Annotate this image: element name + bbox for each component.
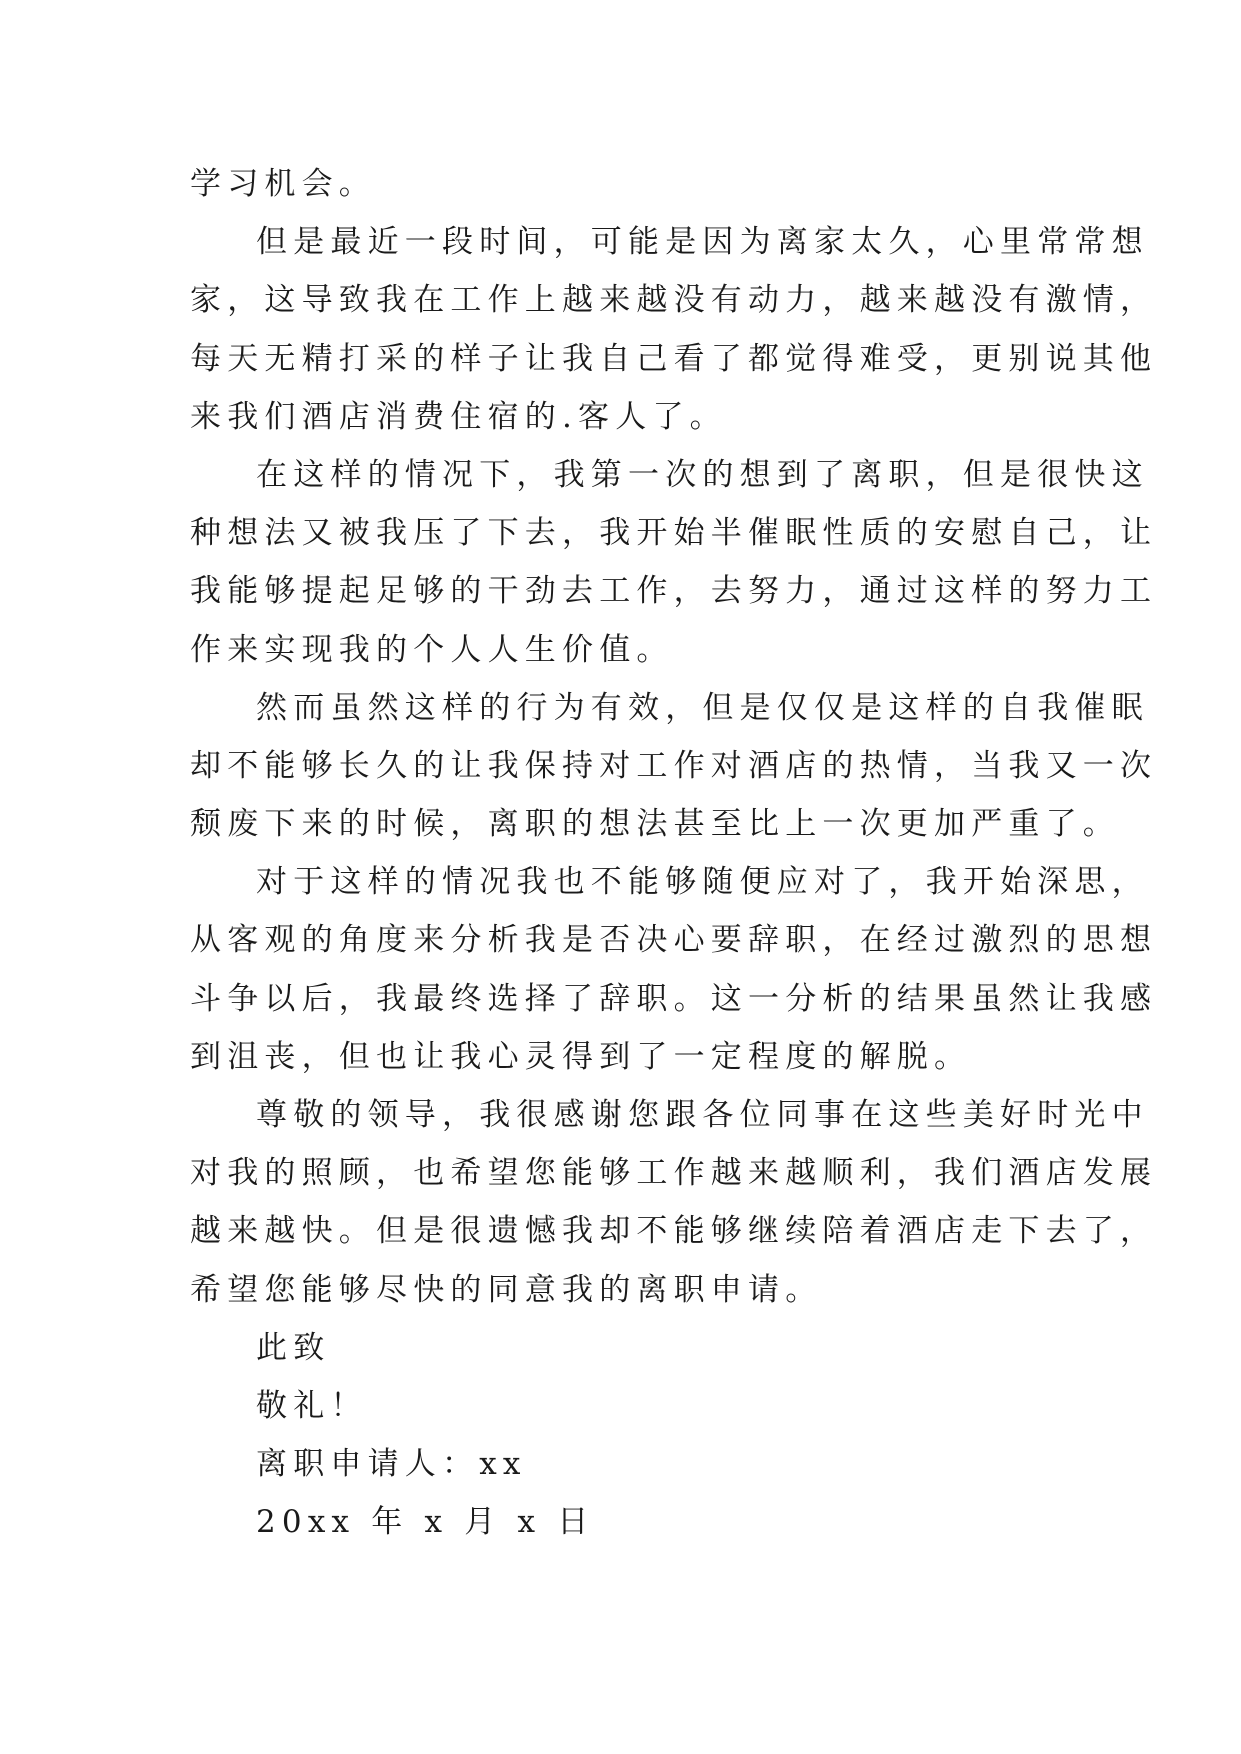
document-body <box>190 155 1158 1552</box>
text-line: 到沮丧，但也让我心灵得到了一定程度的解脱。 <box>190 1038 972 1075</box>
text-line: 对我的照顾，也希望您能够工作越来越顺利，我们酒店发展 <box>190 1155 1158 1192</box>
text-line: 离职申请人：xx <box>256 1446 527 1483</box>
text-line: 对于这样的情况我也不能够随便应对了，我开始深思， <box>256 864 1149 901</box>
text-line: 越来越快。但是很遗憾我却不能够继续陪着酒店走下去了， <box>190 1213 1158 1250</box>
text-line: 每天无精打采的样子让我自己看了都觉得难受，更别说其他 <box>190 340 1158 377</box>
text-line: 20xx 年 x 月 x 日 <box>256 1504 595 1541</box>
text-line: 来我们酒店消费住宿的.客人了。 <box>190 398 727 435</box>
text-line: 学习机会。 <box>190 166 376 202</box>
text-line: 但是最近一段时间，可能是因为离家太久，心里常常想 <box>256 224 1149 261</box>
text-line: 希望您能够尽快的同意我的离职申请。 <box>190 1271 823 1308</box>
text-line: 尊敬的领导，我很感谢您跟各位同事在这些美好时光中 <box>256 1097 1149 1133</box>
text-line: 家，这导致我在工作上越来越没有动力，越来越没有激情， <box>190 282 1158 319</box>
text-line: 此致 <box>256 1329 331 1366</box>
text-line: 我能够提起足够的干劲去工作，去努力，通过这样的努力工 <box>190 573 1158 610</box>
text-line: 然而虽然这样的行为有效，但是仅仅是这样的自我催眠 <box>256 689 1149 726</box>
text-line: 从客观的角度来分析我是否决心要辞职，在经过激烈的思想 <box>190 922 1158 959</box>
text-line: 作来实现我的个人人生价值。 <box>190 631 674 668</box>
text-line: 却不能够长久的让我保持对工作对酒店的热情，当我又一次 <box>190 747 1158 784</box>
text-line: 颓废下来的时候，离职的想法甚至比上一次更加严重了。 <box>190 806 1120 843</box>
text-line: 种想法又被我压了下去，我开始半催眠性质的安慰自己，让 <box>190 515 1158 552</box>
text-line: 敬礼！ <box>256 1387 368 1424</box>
text-line: 在这样的情况下，我第一次的想到了离职，但是很快这 <box>256 456 1149 493</box>
text-line: 斗争以后，我最终选择了辞职。这一分析的结果虽然让我感 <box>190 980 1158 1017</box>
